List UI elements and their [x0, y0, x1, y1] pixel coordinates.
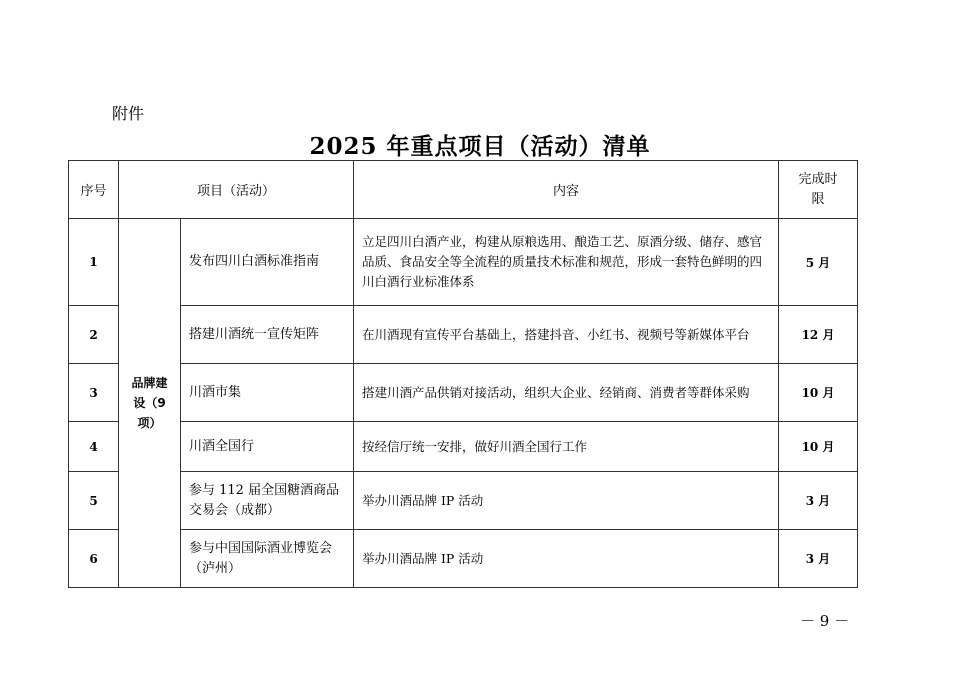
project-table — [68, 160, 858, 588]
row-no: 5 — [69, 472, 119, 530]
row-content: 在川酒现有宣传平台基础上，搭建抖音、小红书、视频号等新媒体平台 — [354, 306, 779, 364]
table-row — [69, 530, 858, 588]
row-item: 川酒市集 — [181, 364, 354, 422]
row-time: 5 月 — [779, 219, 858, 306]
row-time: 10 月 — [779, 364, 858, 422]
table-row — [69, 306, 858, 364]
row-item: 参与 112 届全国糖酒商品交易会（成都） — [181, 472, 354, 530]
header-time: 完成时限 — [779, 161, 858, 219]
header-item: 项目（活动） — [119, 161, 354, 219]
row-no: 6 — [69, 530, 119, 588]
row-content: 立足四川白酒产业，构建从原粮选用、酿造工艺、原酒分级、储存、感官品质、食品安全等全流程的质量技术标准和规范，形成一套特色鲜明的四川白酒行业标准体系 — [354, 219, 779, 306]
row-item: 参与中国国际酒业博览会（泸州） — [181, 530, 354, 588]
page-number: － 9 － — [800, 612, 850, 630]
header-no: 序号 — [69, 161, 119, 219]
row-content: 搭建川酒产品供销对接活动，组织大企业、经销商、消费者等群体采购 — [354, 364, 779, 422]
row-no: 4 — [69, 422, 119, 472]
row-time: 3 月 — [779, 472, 858, 530]
row-no: 3 — [69, 364, 119, 422]
row-no: 1 — [69, 219, 119, 306]
row-item: 川酒全国行 — [181, 422, 354, 472]
row-content: 举办川酒品牌 IP 活动 — [354, 472, 779, 530]
document-title: 2025 年重点项目（活动）清单 — [309, 133, 651, 160]
table-header-row — [69, 161, 858, 219]
row-time: 12 月 — [779, 306, 858, 364]
table-row — [69, 422, 858, 472]
row-time: 3 月 — [779, 530, 858, 588]
table-row — [69, 472, 858, 530]
row-no: 2 — [69, 306, 119, 364]
attachment-label: 附件 — [112, 104, 145, 123]
table-row — [69, 219, 858, 306]
table-row — [69, 364, 858, 422]
row-content: 按经信厅统一安排，做好川酒全国行工作 — [354, 422, 779, 472]
row-item: 发布四川白酒标准指南 — [181, 219, 354, 306]
category-cell: 品牌建设（9 项） — [119, 219, 181, 588]
header-content: 内容 — [354, 161, 779, 219]
row-content: 举办川酒品牌 IP 活动 — [354, 530, 779, 588]
row-item: 搭建川酒统一宣传矩阵 — [181, 306, 354, 364]
row-time: 10 月 — [779, 422, 858, 472]
